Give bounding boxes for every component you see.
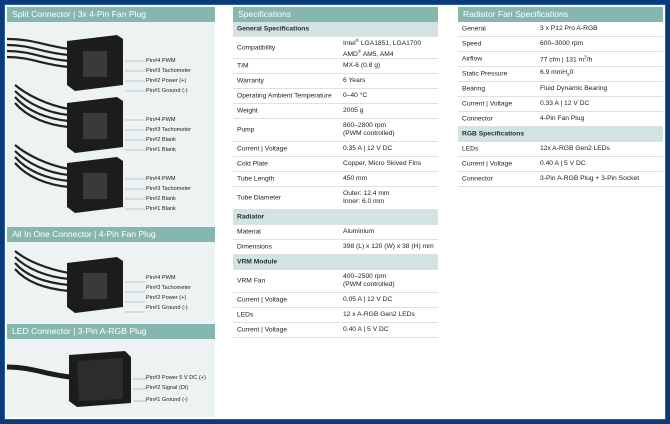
spec-row: Tube Length 450 mm xyxy=(233,172,438,187)
general-subheading: General Specifications xyxy=(233,22,438,37)
pin-label: Pin#3 Tachometer xyxy=(146,127,191,133)
pin-label: Pin#4 PWM xyxy=(146,275,176,281)
radiator-fan-heading: Radiator Fan Specifications xyxy=(458,7,663,22)
split-connector-heading: Split Connector | 3x 4-Pin Fan Plug xyxy=(7,7,215,22)
spec-row: VRM Fan 400–2500 rpm (PWM controlled) xyxy=(233,270,438,293)
vrm-subheading: VRM Module xyxy=(233,255,438,270)
pin-label: Pin#2 Blank xyxy=(146,137,176,143)
pin-label: Pin#3 Power 5 V DC (+) xyxy=(146,375,206,381)
spec-row: Compatibility Intel® LGA1851, LGA1700 AMD® AM5, AM4 xyxy=(233,37,438,59)
spec-row: Current | Voltage 0.35 A | 12 V DC xyxy=(233,142,438,157)
pin-label: Pin#2 Power (+) xyxy=(146,78,187,84)
pin-label: Pin#4 PWM xyxy=(146,117,176,123)
pin-label: Pin#1 Ground (-) xyxy=(146,88,188,94)
connector-diagram-panel xyxy=(7,7,215,417)
spec-row: Current | Voltage 0.40 A | 5 V DC xyxy=(458,157,663,172)
spec-row: Speed 600–3000 rpm xyxy=(458,37,663,52)
spec-row: Connector 3-Pin A-RGB Plug + 3-Pin Socket xyxy=(458,172,663,187)
specifications-heading: Specifications xyxy=(233,7,438,22)
pin-label: Pin#2 Blank xyxy=(146,196,176,202)
pin-label: Pin#3 Tachometer xyxy=(146,68,191,74)
pin-label: Pin#4 PWM xyxy=(146,176,176,182)
spec-row: LEDs 12 x A-RGB Gen2 LEDs xyxy=(233,308,438,323)
pin-label: Pin#2 Power (+) xyxy=(146,295,187,301)
spec-row: Pump 800–2800 rpm (PWM controlled) xyxy=(233,119,438,142)
spec-row: Bearing Fluid Dynamic Bearing xyxy=(458,82,663,97)
pin-label: Pin#1 Ground (-) xyxy=(146,397,188,403)
spec-row: Material Aluminium xyxy=(233,225,438,240)
spec-row: Dimensions 398 (L) x 120 (W) x 38 (H) mm xyxy=(233,240,438,255)
radiator-fan-table xyxy=(458,7,663,187)
pin-label: Pin#4 PWM xyxy=(146,58,176,64)
radiator-subheading: Radiator xyxy=(233,210,438,225)
pin-label: Pin#3 Tachometer xyxy=(146,285,191,291)
spec-row: LEDs 12x A-RGB Gen2 LEDs xyxy=(458,142,663,157)
pin-label: Pin#2 Signal (DI) xyxy=(146,385,189,391)
pin-label: Pin#3 Tachometer xyxy=(146,186,191,192)
rgb-subheading: RGB Specifications xyxy=(458,127,663,142)
aio-connector-heading: All In One Connector | 4-Pin Fan Plug xyxy=(7,227,215,242)
specifications-table xyxy=(233,7,438,338)
spec-row: Cold Plate Copper, Micro Skived Fins xyxy=(233,157,438,172)
spec-row: Current | Voltage 0.40 A | 5 V DC xyxy=(233,323,438,338)
spec-row: Current | Voltage 0.05 A | 12 V DC xyxy=(233,293,438,308)
spec-sheet xyxy=(4,4,666,420)
pin-label: Pin#1 Blank xyxy=(146,206,176,212)
spec-row: Tube Diameter Outer: 12.4 mm Inner: 6.0 mm xyxy=(233,187,438,210)
spec-row: TIM MX-6 (0.8 g) xyxy=(233,59,438,74)
spec-row: Airflow 77 cfm | 131 $m^3/h$ xyxy=(458,52,663,67)
spec-row: Weight 2005 g xyxy=(233,104,438,119)
spec-row: Operating Ambient Temperature 0–40 °C xyxy=(233,89,438,104)
spec-row: Static Pressure 6.9 mmH$_2$0 xyxy=(458,67,663,82)
pin-label: Pin#1 Ground (-) xyxy=(146,305,188,311)
spec-row: General 3 x P12 Pro A-RGB xyxy=(458,22,663,37)
spec-row: Current | Voltage 0.33 A | 12 V DC xyxy=(458,97,663,112)
spec-row: Warranty 6 Years xyxy=(233,74,438,89)
spec-row: Connector 4-Pin Fan Plug xyxy=(458,112,663,127)
led-connector-heading: LED Connector | 3-Pin A-RGB Plug xyxy=(7,324,215,339)
pin-label: Pin#1 Blank xyxy=(146,147,176,153)
